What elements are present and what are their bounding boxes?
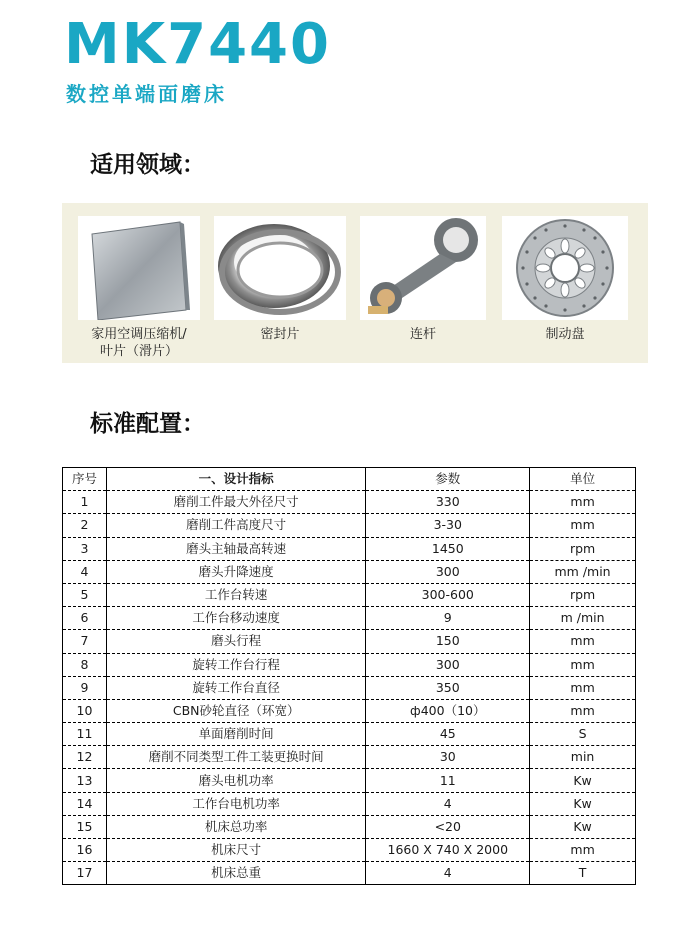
cell-index: 2 (63, 514, 107, 537)
table-row (63, 769, 636, 792)
cell-item: 工作台移动速度 (106, 607, 365, 630)
application-item (214, 216, 346, 343)
cell-index: 10 (63, 699, 107, 722)
cell-index: 14 (63, 792, 107, 815)
table-row (63, 839, 636, 862)
cell-index: 8 (63, 653, 107, 676)
cell-unit: m /min (530, 607, 636, 630)
cell-value: 4 (366, 862, 530, 885)
cell-index: 15 (63, 815, 107, 838)
cell-value: 300-600 (366, 583, 530, 606)
application-item (502, 216, 628, 343)
cell-value: 300 (366, 560, 530, 583)
header-value: 参数 (366, 468, 530, 491)
cell-item: 磨头升降速度 (106, 560, 365, 583)
cell-item: 工作台转速 (106, 583, 365, 606)
application-caption: 家用空调压缩机/ 叶片（滑片） (91, 327, 187, 359)
cell-unit: min (530, 746, 636, 769)
applications-heading: 适用领域： (90, 152, 205, 178)
spec-table-body (63, 491, 636, 885)
table-row (63, 630, 636, 653)
cell-unit: Kw (530, 769, 636, 792)
cell-item: 机床总功率 (106, 815, 365, 838)
cell-item: 磨削工件高度尺寸 (106, 514, 365, 537)
cell-index: 13 (63, 769, 107, 792)
table-row (63, 676, 636, 699)
config-heading: 标准配置： (90, 411, 205, 437)
cell-unit: mm (530, 699, 636, 722)
cell-item: CBN砂轮直径（环宽） (106, 699, 365, 722)
product-subtitle: 数控单端面磨床 (66, 82, 227, 106)
cell-index: 16 (63, 839, 107, 862)
cell-value: 1450 (366, 537, 530, 560)
table-row (63, 862, 636, 885)
cell-index: 7 (63, 630, 107, 653)
cell-value: 30 (366, 746, 530, 769)
table-row (63, 607, 636, 630)
cell-unit: rpm (530, 537, 636, 560)
application-caption: 连杆 (409, 327, 436, 342)
cell-value: 350 (366, 676, 530, 699)
cell-item: 机床总重 (106, 862, 365, 885)
table-row (63, 746, 636, 769)
cell-item: 旋转工作台直径 (106, 676, 365, 699)
cell-index: 4 (63, 560, 107, 583)
cell-unit: mm (530, 653, 636, 676)
cell-index: 9 (63, 676, 107, 699)
cell-index: 12 (63, 746, 107, 769)
cell-value: 4 (366, 792, 530, 815)
table-row (63, 699, 636, 722)
header-index: 序号 (63, 468, 107, 491)
cell-item: 磨削工件最大外径尺寸 (106, 491, 365, 514)
cell-item: 磨头行程 (106, 630, 365, 653)
cell-item: 旋转工作台行程 (106, 653, 365, 676)
cell-value: 1660 X 740 X 2000 (366, 839, 530, 862)
cell-unit: Kw (530, 815, 636, 838)
cell-value: 150 (366, 630, 530, 653)
cell-item: 磨削不同类型工件工装更换时间 (106, 746, 365, 769)
cell-value: ф400（10） (366, 699, 530, 722)
model-title: MK7440 (64, 12, 331, 77)
header-unit: 单位 (530, 468, 636, 491)
cell-unit: mm (530, 676, 636, 699)
cell-unit: mm (530, 514, 636, 537)
cell-unit: S (530, 723, 636, 746)
cell-value: 300 (366, 653, 530, 676)
cell-value: 9 (366, 607, 530, 630)
cell-unit: mm (530, 839, 636, 862)
cell-item: 工作台电机功率 (106, 792, 365, 815)
cell-unit: mm /min (530, 560, 636, 583)
cell-value: <20 (366, 815, 530, 838)
cell-value: 11 (366, 769, 530, 792)
application-item (360, 216, 486, 343)
cell-item: 磨头主轴最高转速 (106, 537, 365, 560)
header-item: 一、设计指标 (106, 468, 365, 491)
applications-band (62, 203, 648, 363)
seal-ring-image (214, 216, 346, 320)
metal-plate-image (78, 216, 200, 320)
cell-index: 3 (63, 537, 107, 560)
cell-unit: mm (530, 630, 636, 653)
cell-index: 1 (63, 491, 107, 514)
application-caption: 制动盘 (545, 327, 585, 342)
cell-unit: Kw (530, 792, 636, 815)
table-row (63, 653, 636, 676)
cell-item: 磨头电机功率 (106, 769, 365, 792)
application-item (78, 216, 200, 360)
table-row (63, 514, 636, 537)
cell-unit: rpm (530, 583, 636, 606)
table-row (63, 815, 636, 838)
connecting-rod-image (360, 216, 486, 320)
cell-unit: T (530, 862, 636, 885)
table-row (63, 537, 636, 560)
cell-index: 6 (63, 607, 107, 630)
application-caption: 密封片 (260, 327, 300, 342)
table-row (63, 792, 636, 815)
table-header-row (63, 468, 636, 491)
cell-index: 11 (63, 723, 107, 746)
cell-value: 3-30 (366, 514, 530, 537)
cell-item: 机床尺寸 (106, 839, 365, 862)
cell-value: 330 (366, 491, 530, 514)
table-row (63, 583, 636, 606)
table-row (63, 560, 636, 583)
table-row (63, 723, 636, 746)
table-row (63, 491, 636, 514)
cell-unit: mm (530, 491, 636, 514)
brake-disc-image (502, 216, 628, 320)
cell-index: 5 (63, 583, 107, 606)
cell-value: 45 (366, 723, 530, 746)
spec-table (62, 467, 636, 885)
cell-index: 17 (63, 862, 107, 885)
cell-item: 单面磨削时间 (106, 723, 365, 746)
